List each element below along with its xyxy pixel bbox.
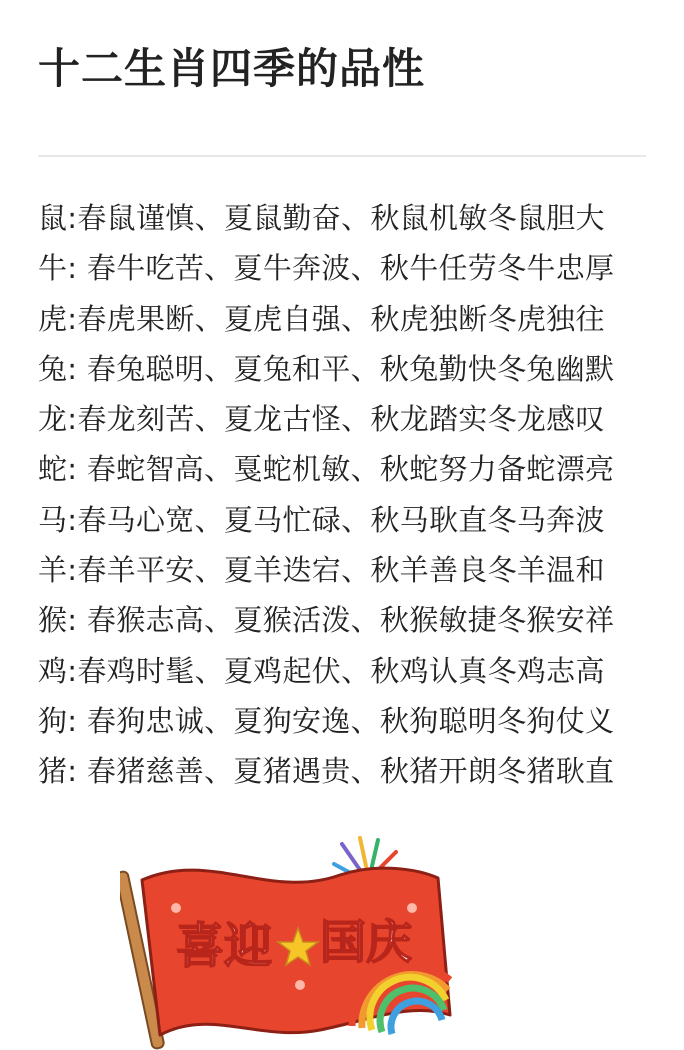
list-item: 蛇: 春蛇智高、戛蛇机敏、秋蛇努力备蛇漂亮 [38, 452, 615, 487]
national-day-banner [120, 830, 480, 1050]
list-item: 鼠:春鼠谨慎、夏鼠勤奋、秋鼠机敏冬鼠胆大 [38, 201, 605, 235]
list-item: 龙:春龙刻苦、夏龙古怪、秋龙踏实冬龙感叹 [38, 402, 605, 437]
heart-icon [171, 903, 181, 913]
list-item: 狗: 春狗忠诚、夏狗安逸、秋狗聪明冬狗仗义 [38, 703, 615, 738]
list-item: 牛: 春牛吃苦、夏牛奔波、秋牛任劳冬牛忠厚 [38, 251, 615, 286]
page-title: 十二生肖四季的品性 [38, 44, 426, 93]
zodiac-list [38, 193, 658, 797]
heart-icon [295, 980, 305, 990]
heart-icon [407, 903, 417, 913]
list-item: 猪: 春猪慈善、夏猪遇贵、秋猪开朗冬猪耿直 [38, 754, 615, 789]
list-item: 虎:春虎果断、夏虎自强、秋虎独断冬虎独往 [38, 301, 605, 336]
banner-text-left: 喜迎 [176, 918, 273, 974]
list-item: 猴: 春猴志高、夏猴活泼、秋猴敏捷冬猴安祥 [38, 603, 615, 638]
banner-text-right: 国庆 [320, 915, 412, 969]
list-item: 鸡:春鸡时髦、夏鸡起伏、秋鸡认真冬鸡志高 [38, 653, 605, 688]
list-item: 马:春马心宽、夏马忙碌、秋马耿直冬马奔波 [38, 502, 605, 537]
title-divider [38, 155, 646, 157]
flag-illustration [120, 830, 480, 1050]
list-item: 羊:春羊平安、夏羊迭宕、秋羊善良冬羊温和 [38, 553, 605, 588]
list-item: 兔: 春兔聪明、夏兔和平、秋兔勤快冬兔幽默 [38, 351, 615, 386]
